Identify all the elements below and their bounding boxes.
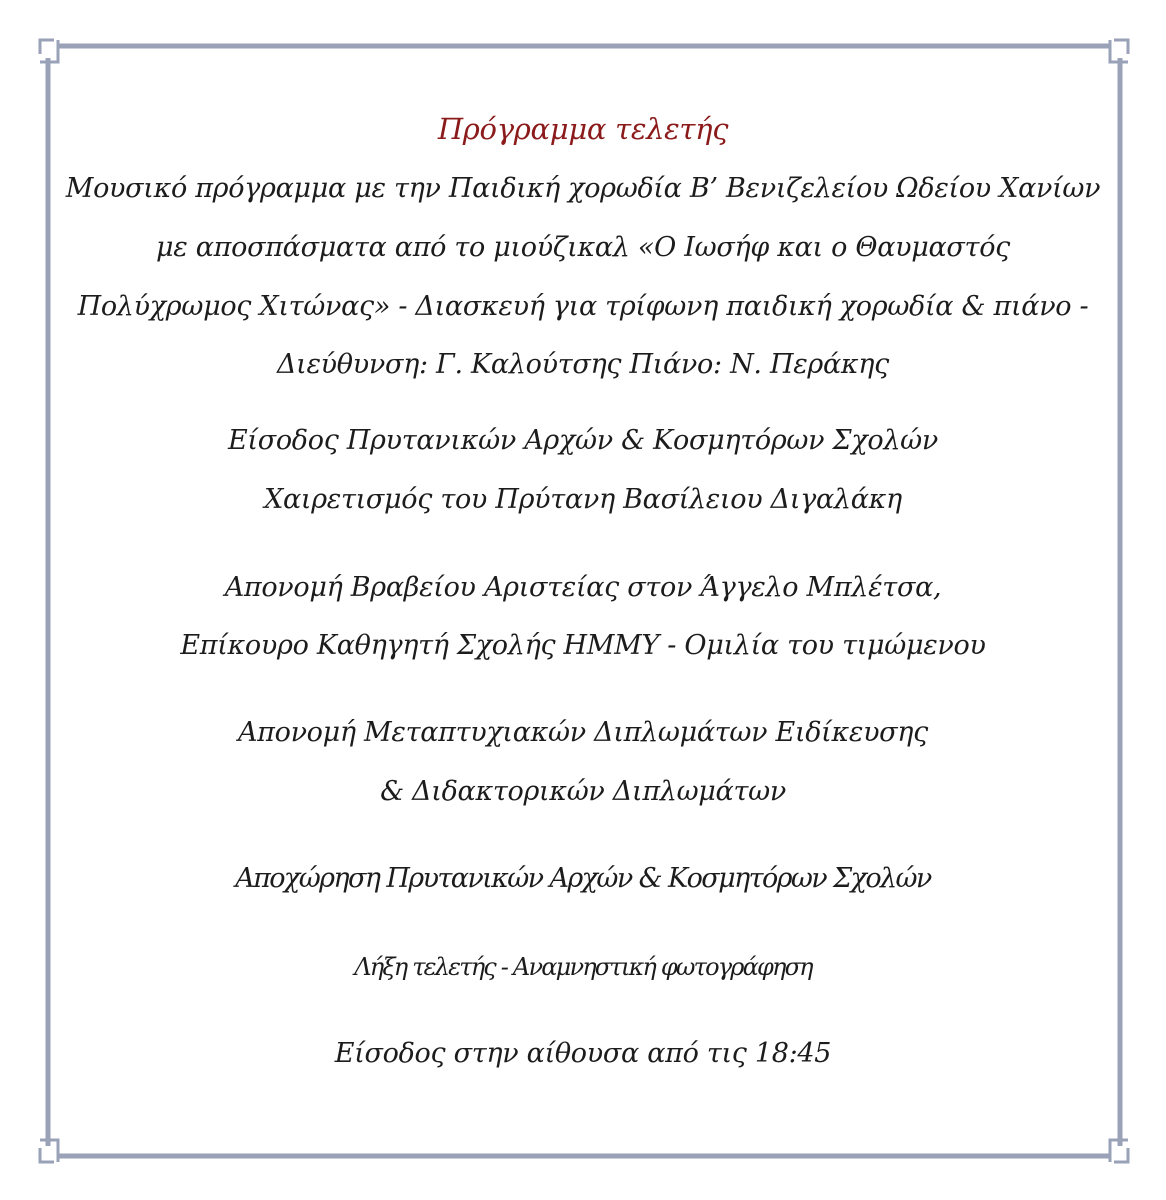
diplomas-line-2: & Διδακτορικών Διπλωμάτων (380, 776, 786, 807)
corner-ornament-top-right (1114, 40, 1128, 54)
closing-line: Λήξη τελετής - Αναμνηστική φωτογράφηση (354, 953, 812, 981)
music-program-line-3: Πολύχρωμος Χιτώνας» - Διασκευή για τρίφωνη παιδική χορωδία & πιάνο - (77, 291, 1089, 322)
entrance-line-2: Χαιρετισμός του Πρύτανη Βασίλειου Διγαλάκη (264, 484, 902, 515)
music-program-line-4: Διεύθυνση: Γ. Καλούτσης Πιάνο: Ν. Περάκης (276, 349, 890, 380)
award-line-2: Επίκουρο Καθηγητή Σχολής ΗΜΜΥ - Ομιλία του τιμώμενου (180, 630, 986, 661)
corner-ornament-top-left (40, 40, 54, 54)
diplomas-line-1: Απονομή Μεταπτυχιακών Διπλωμάτων Ειδίκευσης (237, 717, 929, 748)
award-line-1: Απονομή Βραβείου Αριστείας στον Άγγελο Μπλέτσα, (224, 572, 942, 603)
departure-line: Αποχώρηση Πρυτανικών Αρχών & Κοσμητόρων Σχολών (235, 863, 931, 894)
admission-line: Είσοδος στην αίθουσα από τις 18:45 (334, 1038, 832, 1069)
program-title: Πρόγραμμα τελετής (437, 112, 729, 146)
entrance-line-1: Είσοδος Πρυτανικών Αρχών & Κοσμητόρων Σχολών (228, 425, 938, 456)
corner-ornament-bottom-left (40, 1148, 54, 1162)
music-program-line-1: Μουσικό πρόγραμμα με την Παιδική χορωδία Β’ Βενιζελείου Ωδείου Χανίων (65, 173, 1101, 204)
corner-ornament-bottom-right (1114, 1148, 1128, 1162)
music-program-line-2: με αποσπάσματα από το μιούζικαλ «Ο Ιωσήφ και ο Θαυμαστός (156, 232, 1010, 263)
